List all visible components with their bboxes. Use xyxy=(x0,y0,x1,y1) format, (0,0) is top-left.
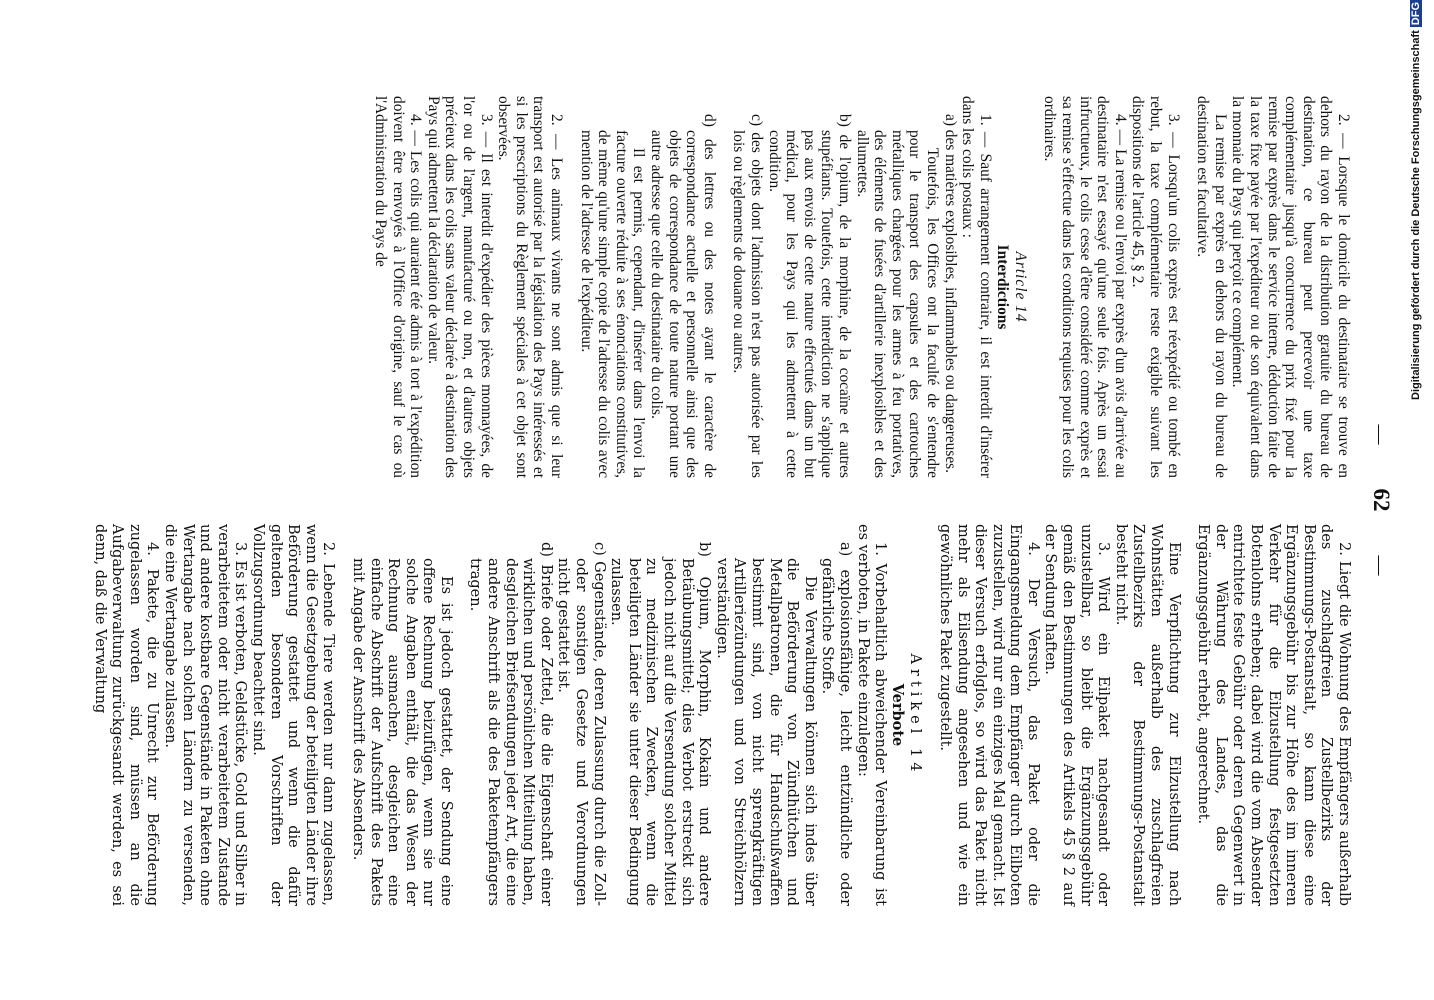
de-article-title: Verbote xyxy=(888,683,906,747)
fr-paragraph-3: 3. — Lorsqu'un colis exprès est réexpédié ou tombé en rebut, la taxe complémentaire reste exigible suivant les dispositions de l'article 45, § 2. xyxy=(1129,96,1182,478)
de-article-heading: Artikel 14 xyxy=(907,653,924,777)
fr-item-b: b) de l'opium, de la morphine, de la cocaïne et autres stupéfiants. Toutefois, cette interdiction ne s'applique pas aux envois de cette nature effectués dans un but médical, pour les Pays qui les admettent à cette condition. xyxy=(765,114,853,478)
fr-paragraph-4: 4. — La remise ou l'envoi par exprès d'un avis d'arrivée au destinataire n'est essayé qu'une seule fois. Après un essai infructueux, le colis cesse d'être considéré comme exprès et sa remise s'effectue dans les conditions requises pour les colis ordinaires. xyxy=(1041,96,1129,478)
page-number: 62 xyxy=(1369,488,1394,512)
de-paragraph-2: 2. Liegt die Wohnung des Empfängers außerhalb des zuschlagfreien Zustellbezirks der Bestimmungs-Postanstalt, so kann diese eine Ergänzungsgebühr bis zur Höhe des im inneren Verkehr für die Eilzustellung festgesetzten Botenlohns erheben; dabei wird die vom Absender entrichtete feste Gebühr oder deren Gegenwert in der Währung des Landes, das die Ergänzungsgebühr erhebt, angerechnet. xyxy=(1195,524,1352,906)
de-item-c: c) Gegenstände, deren Zulassung durch die Zoll- oder sonstigen Gesetze und Verordnungen nicht gestattet ist. xyxy=(555,542,607,906)
digitization-credit xyxy=(1410,1,1430,400)
de-paragraph-art14-3: 3. Es ist verboten, Geldstücke, Gold und Silber in verarbeitetem oder nicht verarbeitetem Zustande und andere kostbare Gegenstände in Paketen ohne Wertangabe nach solchen Ländern zu versenden, die eine Wertangabe zulassen. xyxy=(162,524,249,906)
de-paragraph-3: 3. Wird ein Eilpaket nachgesandt oder unzustellbar, so bleibt die Ergänzungsgebühr gemäß den Bestimmungen des Artikels 45 § 2 auf der Sendung haften. xyxy=(1042,524,1112,906)
de-paragraph-art14-4: 4. Pakete, die zu Unrecht zur Beförderung zugelassen worden sind, müssen an die Aufgabeverwaltung zurückgesandt werden, es sei denn, daß die Verwaltung xyxy=(91,524,161,906)
credit-text: Digitalisierung gefördert durch die Deutsche Forschungsgemeinschaft xyxy=(1410,30,1422,400)
french-column xyxy=(372,96,1352,478)
fr-item-c: c) des objets dont l'admission n'est pas autorisée par les lois ou règlements de douane ou autres. xyxy=(730,114,765,478)
fr-paragraph-2: 2. — Lorsque le domicile du destinataire se trouve en dehors du rayon de la distribution gratuite du bureau de destination, ce bureau peut percevoir une taxe complémentaire jusqu'à concurrence du prix fixé pour la remise par exprès dans le service interne, déduction faite de la taxe fixe payée par l'expéditeur ou de son équivalent dans la monnaie du Pays qui perçoit ce complément. xyxy=(1229,96,1352,478)
fr-paragraph-remise: La remise par exprès en dehors du rayon du bureau de destination est facultative. xyxy=(1194,96,1229,478)
de-item-b: b) Opium, Morphin, Kokain und andere Betäubungsmittel; dies Verbot erstreckt sich jedoch nicht auf die Versendung solcher Mittel zu medizinischen Zwecken, wenn die beteiligten Länder sie unter dieser Bedingung zulassen. xyxy=(608,542,713,906)
fr-item-d: d) des lettres ou des notes ayant le caractère de correspondance actuelle et personnelle ainsi que des objets de correspondance de toute nature portant une autre adresse que celle du destinataire du colis. xyxy=(648,114,718,478)
fr-paragraph-art14-1: 1. — Sauf arrangement contraire, il est interdit d'insérer dans les colis postaux : xyxy=(959,96,994,478)
de-paragraph-4: 4. Der Versuch, das Paket oder die Eingangsmeldung dem Empfänger durch Eilboten zuzustellen, wird nur ein einziges Mal gemacht. Ist dieser Versuch erfolglos, so wird das Paket nicht mehr als Eilsendung angesehen und wie ein gewöhnliches Paket zugestellt. xyxy=(936,524,1041,906)
fr-paragraph-art14-2: 2. — Les animaux vivants ne sont admis que si leur transport est autorisé par la législation des Pays intéressés et si les prescriptions du Règlement spéciales à cet objet sont observées. xyxy=(495,96,566,478)
fr-paragraph-art14-4: 4. — Les colis qui auraient été admis à tort à l'expédition doivent être renvoyés à l'Office d'origine, sauf le cas où l'Administration du Pays de xyxy=(372,96,425,478)
fr-item-d-note: Il est permis, cependant, d'insérer dans l'envoi la facture ouverte réduite à ses énonciations constitutives, de même qu'une simple copie de l'adresse du colis avec mention de l'adresse de l'expéditeur. xyxy=(577,130,648,478)
dash-left: — xyxy=(1369,424,1391,445)
de-item-d-note: Es ist jedoch gestattet, der Sendung eine offene Rechnung beizufügen, wenn sie nur solche Angaben enthält, die das Wesen der Rechnung ausmachen, desgleichen eine einfache Abschrift der Aufschrift des Pakets mit Angabe der Anschrift des Absenders. xyxy=(349,558,454,906)
de-item-d: d) Briefe oder Zettel, die die Eigenschaft einer wirklichen und persönlichen Mitteilung haben, desgleichen Briefsendungen jeder Art, die eine andere Anschrift als die des Paketempfängers tragen. xyxy=(467,542,554,906)
de-item-a: a) explosionsfähige, leicht entzündliche oder gefährliche Stoffe. xyxy=(819,542,853,906)
fr-paragraph-art14-3: 3. — Il est interdit d'expédier des pièces monnayées, de l'or ou de l'argent, manufacturé ou non, et d'autres objets précieux dans les colis sans valeur déclarée à destination des Pays qui admettent la déclaration de valeur. xyxy=(424,96,495,478)
page-header xyxy=(1368,0,1394,1000)
fr-item-a-note: Toutefois, les Offices ont la faculté de s'entendre pour le transport des capsules et des cartouches métalliques chargées pour les armes à feu portatives, des éléments de fusées d'artillerie inexplosibles et des allumettes. xyxy=(853,130,941,478)
fr-article-heading: Article 14 xyxy=(1011,251,1029,323)
de-item-a-note: Die Verwaltungen können sich indes über die Beförderung von Zündhütchen und Metallpatronen, die für Handschußwaffen bestimmt sind, von nicht sprengkräftigen Artilleriezündungen und von Streichhölzern verständigen. xyxy=(713,558,818,906)
de-paragraph-verpflichtung: Eine Verpflichtung zur Eilzustellung nach Wohnstätten außerhalb des zuschlagfreien Zustellbezirks der Bestimmungs-Postanstalt besteht nicht. xyxy=(1112,524,1182,906)
fr-item-a: a) des matières explosibles, inflammables ou dangereuses. xyxy=(941,114,959,474)
german-column xyxy=(90,524,1352,906)
de-paragraph-art14-2: 2. Lebende Tiere werden nur dann zugelassen, wenn die Gesetzgebung der beteiligten Länder ihre Beförderung gestattet und wenn die dafür geltenden besonderen Vorschriften der Vollzugsordnung beachtet sind. xyxy=(249,524,337,906)
dash-right: — xyxy=(1369,555,1391,576)
dfg-logo: DFG xyxy=(1410,1,1422,26)
de-paragraph-art14-1: 1. Vorbehaltlich abweichender Vereinbarung ist es verboten, in Pakete einzulegen: xyxy=(854,524,889,906)
fr-article-title: Interdictions xyxy=(994,244,1012,330)
